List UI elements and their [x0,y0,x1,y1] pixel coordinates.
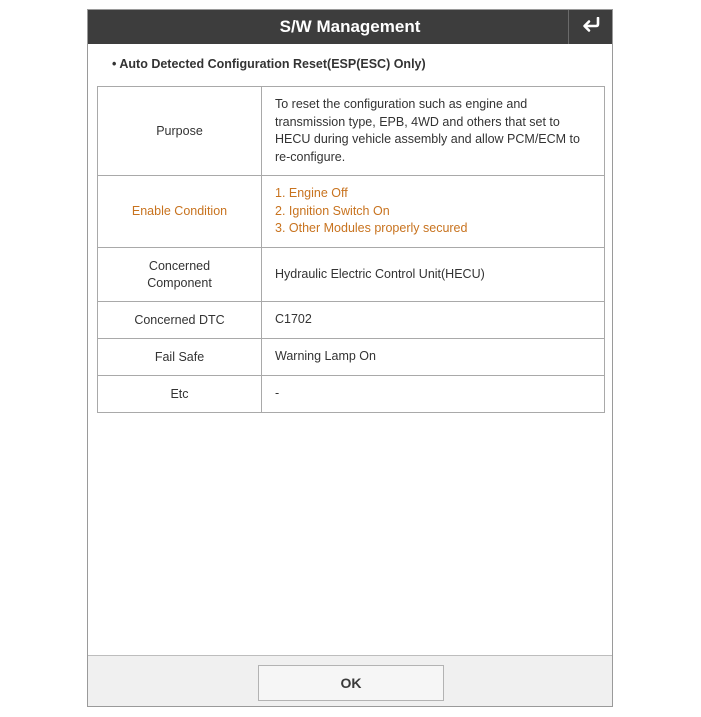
row-value: Hydraulic Electric Control Unit(HECU) [262,248,605,302]
row-label: Etc [98,376,262,413]
row-value: Warning Lamp On [262,339,605,376]
value-line: 2. Ignition Switch On [275,203,390,218]
value-line: re-configure. [275,149,346,164]
row-label [98,248,262,302]
table-row-fail-safe [98,339,605,376]
row-label: Enable Condition [98,176,262,248]
row-label: Purpose [98,87,262,176]
back-button[interactable] [568,10,612,44]
info-table [97,86,605,413]
row-value [262,176,605,248]
row-value [262,87,605,176]
label-line: Component [147,275,212,290]
section-subtitle: • Auto Detected Configuration Reset(ESP(ESC) Only) [112,57,426,71]
table-row-enable-condition [98,176,605,248]
dialog-title: S/W Management [279,17,421,36]
table-row-concerned-dtc [98,302,605,339]
row-value: - [262,376,605,413]
value-line: To reset the configuration such as engine and [275,97,528,111]
row-value: C1702 [262,302,605,339]
row-label: Concerned DTC [98,302,262,339]
title-bar [88,10,612,44]
sw-management-dialog [87,9,613,707]
ok-button[interactable]: OK [258,665,444,701]
value-line: HECU during vehicle assembly and allow PCM/ECM to [275,132,580,146]
value-line: 1. Engine Off [275,186,348,201]
return-arrow-icon [581,17,601,38]
row-label: Fail Safe [98,339,262,376]
label-line: Concerned [148,258,211,273]
value-line: transmission type, EPB, 4WD and others that set to [275,114,560,129]
table-row-concerned-component [98,248,605,302]
table-row-etc [98,376,605,413]
table-row-purpose [98,87,605,176]
dialog-footer [88,655,612,706]
value-line: 3. Other Modules properly secured [275,221,468,236]
